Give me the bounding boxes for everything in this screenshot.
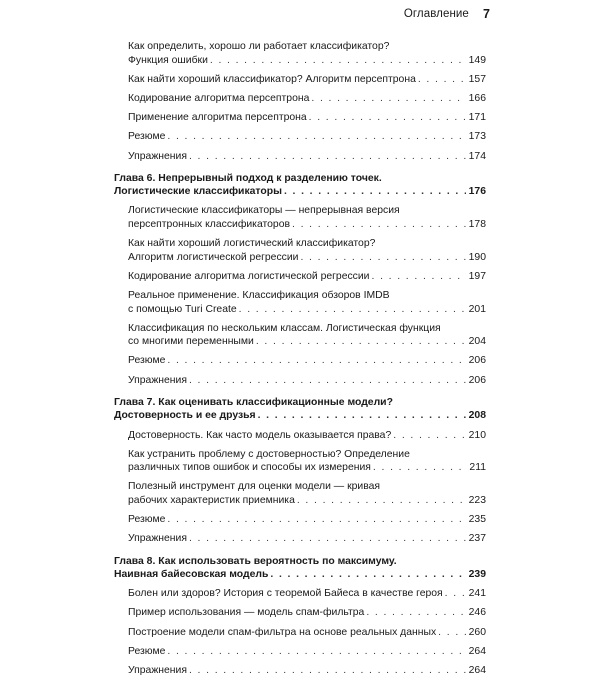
toc-entry-row (114, 568, 486, 581)
toc-entry-title-line: Упражнения (128, 150, 187, 162)
toc-entry-title-line: Глава 7. Как оценивать классификационные модели? (114, 396, 393, 408)
toc-entry-row (128, 270, 486, 283)
toc-entry (128, 664, 486, 678)
toc-entry-row (114, 409, 486, 422)
toc-entry-row (128, 626, 486, 639)
toc-entry (128, 204, 486, 231)
toc-page-number: 201 (468, 303, 486, 315)
toc-entry-title-line: с помощью Turi Create (128, 303, 237, 315)
dot-leader (167, 354, 466, 367)
toc-entry-row (128, 335, 486, 348)
toc-entry (128, 270, 486, 284)
toc-entry-title-line: Достоверность. Как часто модель оказывается права? (128, 429, 392, 441)
dot-leader (292, 218, 466, 231)
toc-entry (128, 322, 486, 349)
toc-entry-title-line: Глава 8. Как использовать вероятность по максимуму. (114, 555, 397, 567)
toc-entry (128, 626, 486, 640)
toc-entry-title-line: со многими переменными (128, 336, 254, 348)
toc-entry-row (128, 664, 486, 677)
toc-entry-title-line: Логистические классификаторы — непрерывная версия (128, 205, 400, 217)
toc-entry-title-line: Классификация по нескольким классам. Логистическая функция (128, 322, 441, 334)
toc-entry (128, 237, 486, 264)
dot-leader (297, 494, 466, 507)
toc-page-number: 173 (468, 131, 486, 143)
toc-entry-title-line: Как устранить проблему с достоверностью? Определение (128, 448, 410, 460)
toc-entry-title-line: Резюме (128, 131, 166, 143)
toc-entry-title-line: Как найти хороший логистический классификатор? (128, 238, 376, 250)
toc-entry-title-line: Болен или здоров? История с теоремой Байеса в качестве героя (128, 588, 443, 600)
toc-entry-row (128, 645, 486, 658)
toc-entry-row (128, 461, 486, 474)
dot-leader (366, 606, 466, 619)
toc-page-number: 166 (468, 92, 486, 104)
toc-page-number: 174 (468, 150, 486, 162)
toc-entry-title-line: Применение алгоритма персептрона (128, 112, 307, 124)
toc-entry (128, 606, 486, 620)
toc-page-number: 157 (468, 73, 486, 85)
dot-leader (309, 111, 466, 124)
page-number: 7 (482, 7, 490, 21)
toc-entry (128, 645, 486, 659)
toc-entry-title-line: Пример использования — модель спам-фильтра (128, 607, 365, 619)
toc-entry-title-line: Функция ошибки (128, 54, 208, 66)
toc-entry-title-line: Упражнения (128, 665, 187, 676)
toc-page-number: 246 (468, 607, 486, 619)
toc-chapter-entry (114, 396, 486, 423)
toc-entry-row (128, 92, 486, 105)
dot-leader (167, 130, 466, 143)
toc-entry-title-line: Полезный инструмент для оценки модели — кривая (128, 481, 381, 493)
toc-entry (128, 513, 486, 527)
toc-entry-title-line: Алгоритм логистической регрессии (128, 251, 299, 263)
dot-leader (256, 335, 466, 348)
toc-entry (128, 374, 486, 388)
toc-page-number: 176 (468, 186, 486, 198)
toc-page-number: 260 (468, 626, 486, 638)
toc-page-number: 241 (468, 588, 486, 600)
toc-entry (128, 289, 486, 316)
toc-page-number: 204 (468, 336, 486, 348)
toc-page-number: 171 (468, 112, 486, 124)
dot-leader (189, 374, 466, 387)
toc-entry-row (128, 150, 486, 163)
toc-entry-row (128, 532, 486, 545)
toc-entry-title-line: Резюме (128, 514, 166, 526)
toc-page-number: 206 (468, 374, 486, 386)
toc-page-number: 190 (468, 251, 486, 263)
toc-page-number: 211 (469, 462, 486, 474)
toc-page-number: 178 (468, 218, 486, 230)
toc-entry-title-line: Построение модели спам-фильтра на основе реальных данных (128, 626, 437, 638)
toc-entry-title-line: Упражнения (128, 533, 187, 545)
dot-leader (189, 664, 466, 677)
toc-chapter-entry (114, 555, 486, 582)
toc-page-number: 237 (468, 533, 486, 545)
toc-entry-row (128, 73, 486, 86)
toc-entry-row (128, 494, 486, 507)
toc-entry-title-line: Наивная байесовская модель (114, 569, 269, 580)
toc-entry (128, 532, 486, 546)
toc-page-number: 197 (468, 270, 486, 282)
dot-leader (167, 513, 466, 526)
toc-chapter-entry (114, 172, 486, 199)
toc-entry (128, 150, 486, 164)
dot-leader (258, 409, 466, 422)
toc-entry-row (128, 251, 486, 264)
toc-entry-title-line: Кодирование алгоритма логистической регрессии (128, 270, 370, 282)
toc-entry-row (128, 429, 486, 442)
toc-entry-row (128, 513, 486, 526)
toc-entry-row (128, 218, 486, 231)
toc-page-number: 149 (468, 54, 486, 66)
toc-entry-row (128, 130, 486, 143)
toc-entry (128, 92, 486, 106)
toc-entry-row (128, 587, 486, 600)
toc-entry (128, 73, 486, 87)
toc-entry-title-line: различных типов ошибок и способы их измерения (128, 462, 371, 474)
toc-page-number: 239 (468, 569, 486, 580)
dot-leader (438, 626, 466, 639)
toc-entry-row (128, 354, 486, 367)
toc-entry (128, 480, 486, 507)
toc-page-number: 264 (468, 645, 486, 657)
toc-entry-title-line: Резюме (128, 645, 166, 657)
toc-entry-title-line: Глава 6. Непрерывный подход к разделению точек. (114, 172, 382, 184)
toc-entry-title-line: Упражнения (128, 374, 187, 386)
toc-entry-title-line: Кодирование алгоритма персептрона (128, 92, 310, 104)
toc-entry (128, 448, 486, 475)
toc-page-number: 223 (468, 494, 486, 506)
toc-page-number: 235 (468, 514, 486, 526)
dot-leader (373, 461, 466, 474)
toc-page-number: 208 (468, 410, 486, 422)
dot-leader (189, 532, 466, 545)
toc-entry (128, 111, 486, 125)
toc-entry-row (114, 185, 486, 198)
toc-entry-row (128, 606, 486, 619)
toc-entry-title-line: Достоверность и ее друзья (114, 410, 256, 422)
dot-leader (284, 185, 466, 198)
dot-leader (372, 270, 467, 283)
toc-entry-title-line: Как найти хороший классификатор? Алгоритм персептрона (128, 73, 416, 85)
dot-leader (445, 587, 466, 600)
dot-leader (239, 303, 466, 316)
dot-leader (189, 150, 466, 163)
toc-entry-title-line: Реальное применение. Классификация обзоров IMDB (128, 290, 390, 301)
dot-leader (300, 251, 466, 264)
dot-leader (167, 645, 466, 658)
toc-entry-title-line: рабочих характеристик приемника (128, 494, 295, 506)
toc-entry-title-line: Логистические классификаторы (114, 186, 282, 198)
toc-page-number: 210 (468, 429, 486, 441)
dot-leader (311, 92, 466, 105)
toc-entry-title-line: персептронных классификаторов (128, 218, 291, 230)
toc-entry-row (128, 374, 486, 387)
toc-entry-row (128, 111, 486, 124)
toc-entry (128, 429, 486, 443)
toc-entry-row (128, 303, 486, 316)
header-title: Оглавление (403, 8, 469, 20)
toc-entry (128, 587, 486, 601)
toc-page-number: 264 (468, 665, 486, 676)
toc-entry (128, 40, 486, 67)
toc-entry (128, 354, 486, 368)
toc-entry (128, 130, 486, 144)
toc-entry-title-line: Как определить, хорошо ли работает классификатор? (128, 41, 390, 52)
toc-entry-row (128, 54, 486, 67)
toc-page-number: 206 (468, 355, 486, 367)
toc-entry-title-line: Резюме (128, 355, 166, 367)
dot-leader (210, 54, 466, 67)
dot-leader (418, 73, 466, 86)
dot-leader (270, 568, 466, 581)
dot-leader (393, 429, 466, 442)
